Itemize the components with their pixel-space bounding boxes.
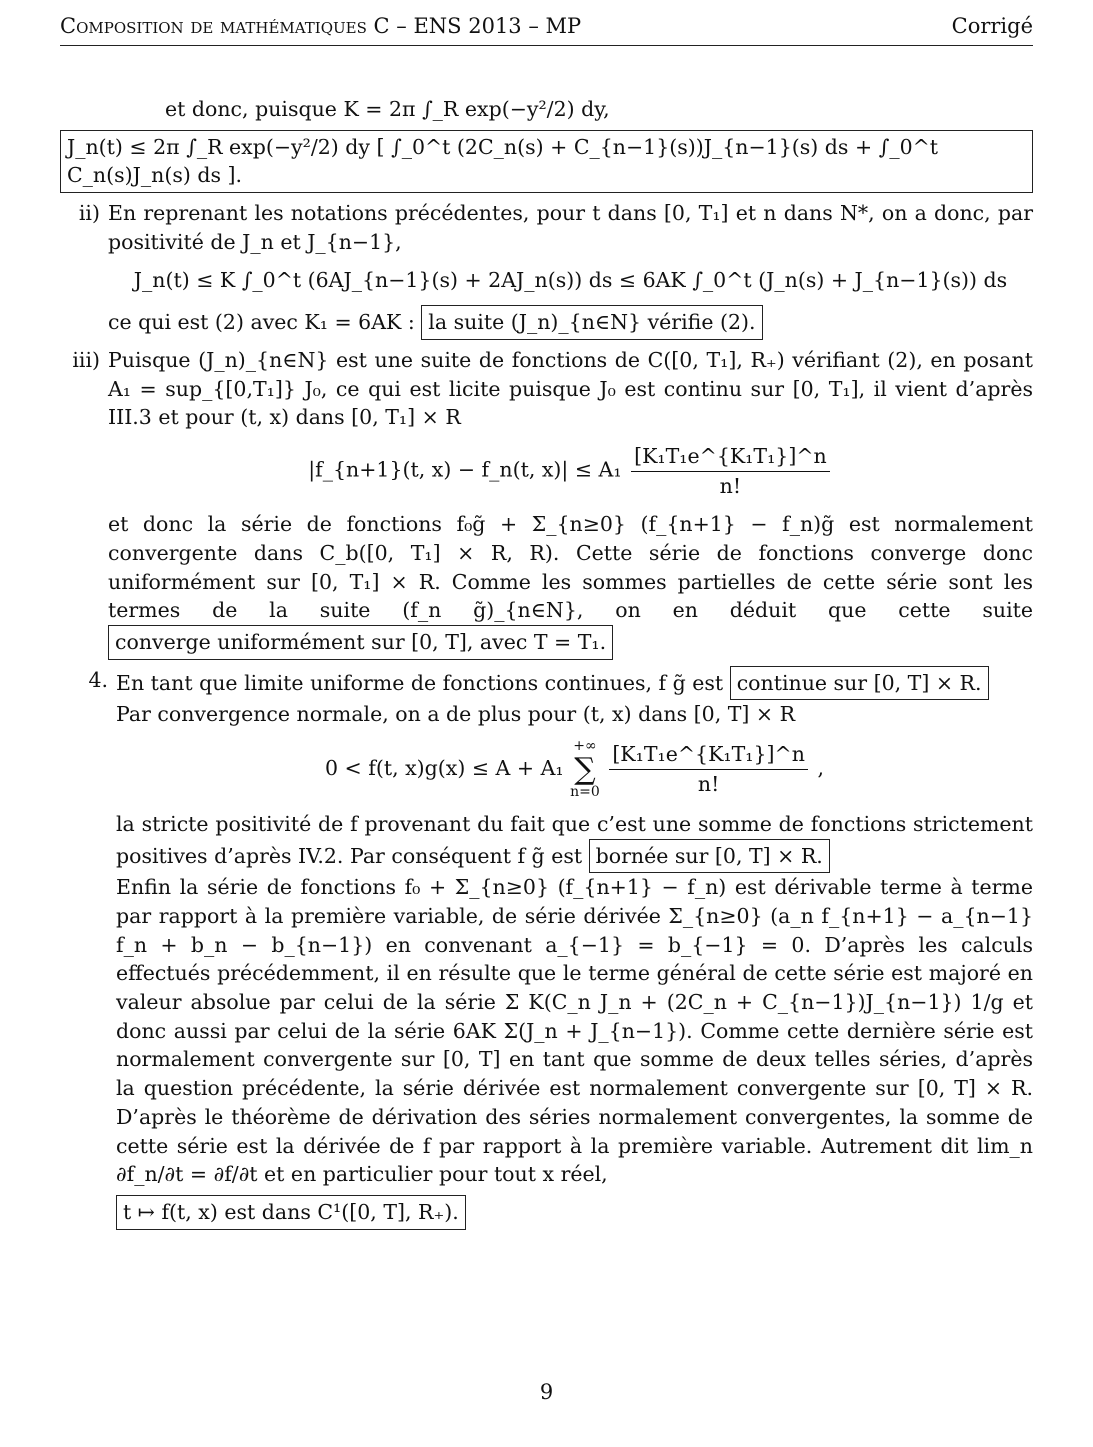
box-jn-bound xyxy=(60,130,1033,193)
item-4-fraction-den: n! xyxy=(697,772,720,796)
item-ii-label: ii) xyxy=(78,201,100,226)
item-iii-fraction xyxy=(631,442,830,500)
item-ii xyxy=(60,199,1033,340)
item-4-formula-left: 0 < f(t, x)g(x) ≤ A + A₁ xyxy=(325,756,564,780)
item-iii-label: iii) xyxy=(72,347,100,372)
boxed-result-2: la suite (J_n)_{n∈N} vérifie (2). xyxy=(421,305,762,340)
header-right: Corrigé xyxy=(951,14,1033,38)
item-iii xyxy=(60,346,1033,660)
item-4-formula-tail: , xyxy=(817,756,824,780)
item-iii-fraction-num: [K₁T₁e^{K₁T₁}]^n xyxy=(631,442,830,472)
boxed-result-1: J_n(t) ≤ 2π ∫_R exp(−y²/2) dy [ ∫_0^t (2C_n(s) + C_{n−1}(s))J_{n−1}(s) ds + ∫_0^t C_n(s)J_n(s) ds ]. xyxy=(60,130,1033,193)
page-content xyxy=(60,95,1033,1236)
item-4-para1-text: la stricte positivité de f provenant du fait que c’est une somme de fonctions strictement positives d’après IV.2. Par conséquent f g̃ est xyxy=(116,811,1033,868)
item-4-sum-top: +∞ xyxy=(573,738,597,755)
item-iii-formula xyxy=(108,442,1033,500)
item-iii-para xyxy=(108,510,1033,659)
boxed-result-5: bornée sur [0, T] × R. xyxy=(589,839,830,874)
item-4-line1 xyxy=(116,666,1033,701)
header-title: Composition de mathématiques C – ENS 2013 – MP xyxy=(60,14,582,38)
item-ii-after: ce qui est (2) avec K₁ = 6AK : xyxy=(108,310,415,335)
boxed-result-4: continue sur [0, T] × R. xyxy=(730,666,989,701)
item-iii-formula-left: |f_{n+1}(t, x) − f_n(t, x)| ≤ A₁ xyxy=(308,457,622,482)
item-4-para2: Enfin la série de fonctions f₀ + Σ_{n≥0} (f_{n+1} − f_n) est dérivable terme à terme par rapport à la première variable, de série dérivée Σ_{n≥0} (a_n f_{n+1} − a_{n−1} f_n + b_n − b_{n−1}) en convenant a_{−1} = b_{−1} = 0. D’après les calculs effectués précédemment, il en résulte que le terme général de cette série est majoré en valeur absolue par celui de la série Σ K(C_n J_n + (2C_n + C_{n−1})J_{n−1}) 1/g et donc aussi par celui de la série 6AK Σ(J_n + J_{n−1}). Comme cette dernière série est normalement convergente sur [0, T] en tant que somme de deux telles séries, d’après la question précédente, la série dérivée est normalement convergente sur [0, T] × R. D’après le théorème de dérivation des séries normalement convergentes, la somme de cette série est la dérivée de f par rapport à la première variable. Autrement dit lim_n ∂f_n/∂t = ∂f/∂t et en particulier pour tout x réel, xyxy=(116,875,1033,1187)
boxed-result-3: converge uniformément sur [0, T], avec T = T₁. xyxy=(108,625,613,660)
page-number: 9 xyxy=(539,1380,554,1404)
item-4-final xyxy=(116,1195,1033,1230)
intro-line: et donc, puisque K = 2π ∫_R exp(−y²/2) dy, xyxy=(165,97,610,121)
item-iii-fraction-den: n! xyxy=(719,473,742,498)
item-4-sum-bottom: n=0 xyxy=(570,784,600,801)
item-ii-conclusion xyxy=(108,305,1033,340)
item-4-sum xyxy=(570,739,600,800)
item-4-line1-text: En tant que limite uniforme de fonctions continues, f g̃ est xyxy=(116,670,724,695)
item-iii-text: Puisque (J_n)_{n∈N} est une suite de fonctions de C([0, T₁], R₊) vérifiant (2), en posant A₁ = sup_{[0,T₁]} J₀, ce qui est licite puisque J₀ est continu sur [0, T₁], il vient d’après III.3 et pour (t, x) dans [0, T₁] × R xyxy=(108,347,1033,430)
item-iii-para-text: et donc la série de fonctions f₀g̃ + Σ_{n≥0} (f_{n+1} − f_n)g̃ est normalement convergente dans C_b([0, T₁] × R, R). Cette série de fonctions converge donc uniformément sur [0, T₁] × R. Comme les sommes partielles de cette série sont les termes de la suite (f_n g̃)_{n∈N}, on en déduit que cette suite xyxy=(108,512,1033,623)
item-ii-formula: J_n(t) ≤ K ∫_0^t (6AJ_{n−1}(s) + 2AJ_n(s)) ds ≤ 6AK ∫_0^t (J_n(s) + J_{n−1}(s)) ds xyxy=(133,268,1008,293)
item-4 xyxy=(60,666,1033,1230)
boxed-result-6: t ↦ f(t, x) est dans C¹([0, T], R₊). xyxy=(116,1195,466,1230)
item-4-para1 xyxy=(116,810,1033,873)
item-4-fraction-num: [K₁T₁e^{K₁T₁}]^n xyxy=(609,740,808,770)
sum-symbol: ∑ xyxy=(574,751,596,787)
item-ii-text: En reprenant les notations précédentes, pour t dans [0, T₁] et n dans N*, on a donc, par positivité de J_n et J_{n−1}, xyxy=(108,201,1033,254)
page-header xyxy=(60,12,1033,46)
item-4-fraction xyxy=(609,740,808,798)
item-4-line2: Par convergence normale, on a de plus pour (t, x) dans [0, T] × R xyxy=(116,702,796,727)
item-4-label: 4. xyxy=(88,667,108,692)
item-4-formula xyxy=(116,739,1033,800)
